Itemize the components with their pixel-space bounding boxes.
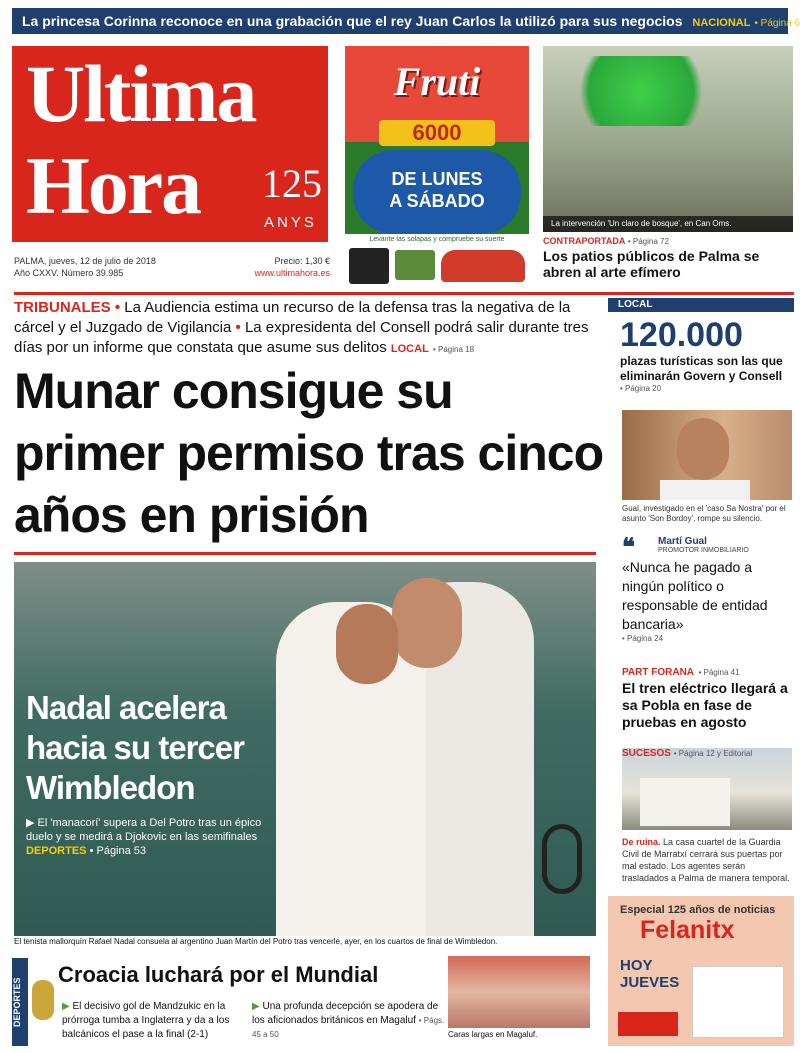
- lead-kicker: TRIBUNALES: [14, 299, 111, 316]
- logo-anys: ANYS: [264, 214, 317, 231]
- website-link[interactable]: www.ultimahora.es: [254, 268, 330, 278]
- forana-teaser[interactable]: [622, 662, 794, 731]
- promo-place: Felanitx: [640, 916, 735, 944]
- contraportada-page: • Página 72: [627, 237, 669, 246]
- gual-quote-block[interactable]: [622, 536, 794, 643]
- gual-caption: Gual, investigado en el 'caso Sa Nostra' por el asunto 'Son Bordoy', rompe su silencio.: [622, 504, 786, 523]
- nadal-page: • Página 53: [89, 845, 147, 857]
- sponsor-logo-icon: [395, 250, 435, 280]
- bottom-col1: El decisivo gol de Mandzukic en la prórroga tumba a Inglaterra y da a los balcánicos el pase a la final (2-1): [62, 1001, 230, 1040]
- opel-logo-icon: [349, 248, 389, 284]
- lead-subheads: TRIBUNALES • La Audiencia estima un recurso de la defensa tras la negativa de la cárcel y el Juzgado de Vigilancia • La expresidenta del Consell podrá salir durante tres días por un informe que constata que asume sus delitos LOCAL • Página 18: [14, 299, 589, 356]
- logo-years: 125: [262, 161, 322, 206]
- logo-word-ultima: Ultima: [26, 48, 256, 139]
- ad-days-line2: A SÁBADO: [389, 191, 485, 211]
- ad-number: 6000: [379, 120, 495, 146]
- contraportada-headline: Los patios públicos de Palma se abren al arte efímero: [543, 248, 760, 280]
- green-installation-shape: [561, 56, 721, 126]
- car-icon: [441, 250, 525, 282]
- number-page: • Página 20: [620, 384, 662, 393]
- lead-divider: [14, 552, 596, 555]
- barracks-photo[interactable]: [622, 748, 792, 830]
- quote-role: PROMOTOR INMOBILIARIO: [658, 547, 749, 554]
- section-divider: [14, 292, 794, 295]
- sucesos-page: • Página 12 y Editorial: [673, 749, 753, 758]
- lead-section: LOCAL: [390, 343, 429, 355]
- forana-page: • Página 41: [698, 668, 740, 677]
- price-block: [230, 255, 330, 279]
- nadal-section: DEPORTES: [26, 845, 87, 857]
- lead-page: • Página 18: [432, 345, 475, 354]
- number-text: plazas turísticas son las que eliminarán Govern y Consell: [620, 354, 783, 383]
- promo-line1: HOY: [620, 957, 653, 974]
- promo-title: Especial 125 años de noticias: [620, 904, 776, 916]
- ad-slogan: Levante las solapas y compruebe su suerte: [369, 236, 505, 243]
- nadal-photo-block[interactable]: [14, 562, 596, 944]
- fruti-advert[interactable]: [345, 46, 529, 290]
- promo-logo-icon: [618, 1012, 678, 1036]
- bottom-section-label: DEPORTES: [12, 958, 28, 1046]
- quote-page: • Página 24: [622, 634, 664, 643]
- ad-days: [353, 150, 521, 234]
- ad-brand: Fruti: [393, 59, 481, 104]
- felanitx-promo[interactable]: [608, 896, 794, 1046]
- top-teaser-bar[interactable]: [12, 8, 800, 34]
- courtyard-photo[interactable]: [543, 46, 793, 232]
- forana-kicker: PART FORANA: [622, 667, 695, 678]
- nadal-summary-block: ▶ El 'manacorí' supera a Del Potro tras un épico duelo y se medirá a Djokovic en las semifinales DEPORTES • Página 53: [26, 817, 262, 857]
- magaluf-photo[interactable]: [448, 956, 590, 1028]
- sucesos-text-block: [622, 836, 794, 884]
- lead-sub2: La expresidenta del Consell podrá salir durante tres días por un informe que constata que asume sus delitos: [14, 319, 589, 356]
- lead-sub1: La Audiencia estima un recurso de la defensa tras la negativa de la cárcel y el Juzgado de Vigilancia: [14, 299, 571, 336]
- courtyard-photo-caption: La intervención 'Un claro de bosque', en Can Oms.: [543, 216, 793, 232]
- ad-days-line1: DE LUNES: [391, 169, 483, 189]
- gual-head: [677, 418, 729, 480]
- promo-line2: JUEVES: [620, 974, 680, 991]
- racket-icon: [542, 824, 582, 894]
- nadal-caption: El tenista mallorquín Rafael Nadal consuela al argentino Juan Martín del Potro tras vencerle, ayer, en los cuartos de final de Wimbledon.: [14, 936, 596, 948]
- del-potro-head: [392, 578, 462, 668]
- date-line: [14, 255, 214, 279]
- nadal-head: [336, 604, 398, 684]
- lead-headline[interactable]: Munar consigue su primer permiso tras cinco años en prisión: [14, 363, 604, 543]
- big-number: 120.000: [620, 316, 743, 354]
- top-teaser-text: La princesa Corinna reconoce en una grabación que el rey Juan Carlos la utilizó para sus negocios: [22, 13, 683, 29]
- gual-photo[interactable]: [622, 410, 792, 500]
- top-teaser-page: • Página 6: [754, 18, 800, 29]
- price: Precio: 1,30 €: [274, 256, 330, 266]
- tourism-teaser[interactable]: [608, 312, 794, 393]
- promo-newspaper-thumbnail: [692, 966, 784, 1038]
- issue-number: Año CXXV. Número 39.985: [14, 268, 124, 278]
- bottom-col1-block: ▶ El decisivo gol de Mandzukic en la prórroga tumba a Inglaterra y da a los balcánicos el pase a la final (2-1): [62, 1001, 230, 1040]
- sucesos-kicker: SUCESOS: [622, 748, 671, 759]
- forana-headline: El tren eléctrico llegará a sa Pobla en fase de pruebas en agosto: [622, 680, 788, 730]
- top-teaser-section: NACIONAL: [692, 17, 751, 29]
- gual-shirt: [660, 480, 750, 500]
- logo-word-hora: Hora: [26, 140, 201, 231]
- nadal-headline: Nadal acelera hacia su tercer Wimbledon: [26, 689, 244, 806]
- sucesos-text: La casa cuartel de la Guardia Civil de Marratxí cerrará sus puertas por mal estado. Los agentes serán trasladados a Palma de manera temporal.: [622, 837, 790, 883]
- sidebar-local-label: LOCAL: [608, 298, 794, 312]
- sucesos-lead: De ruina.: [622, 837, 661, 847]
- place-date: PALMA, jueves, 12 de julio de 2018: [14, 256, 156, 266]
- contraportada-teaser[interactable]: [543, 236, 795, 280]
- contraportada-kicker: CONTRAPORTADA: [543, 236, 626, 246]
- barracks-building: [640, 778, 730, 826]
- bottom-pages: • Págs. 45 a 50: [252, 1016, 445, 1039]
- quote-text: «Nunca he pagado a ningún político o responsable de entidad bancaria»: [622, 559, 768, 632]
- bottom-headline: Croacia luchará por el Mundial: [58, 962, 379, 987]
- masthead-logo[interactable]: [12, 46, 328, 242]
- quote-icon: ❝: [622, 534, 635, 561]
- world-cup-trophy-icon: [32, 980, 54, 1020]
- sidebar: [608, 298, 794, 393]
- nadal-summary: El 'manacorí' supera a Del Potro tras un épico duelo y se medirá a Djokovic en las semifinales: [26, 817, 262, 843]
- bottom-col2: Una profunda decepción se apodera de los aficionados británicos en Magaluf: [252, 1001, 439, 1026]
- magaluf-caption: Caras largas en Magaluf.: [448, 1030, 538, 1039]
- bottom-col2-block: ▶ Una profunda decepción se apodera de los aficionados británicos en Magaluf • Págs. 45 a 50: [252, 1001, 445, 1039]
- quote-name: Martí Gual: [658, 536, 707, 547]
